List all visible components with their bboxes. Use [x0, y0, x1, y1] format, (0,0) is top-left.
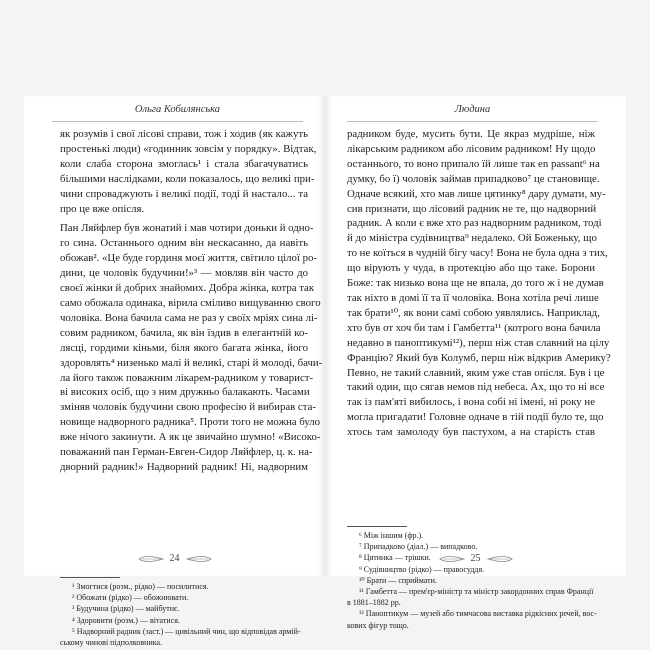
right-body-text: [347, 127, 611, 440]
text-line: своєї жінки й добрих знайомих. Добра жінка, котра так: [60, 282, 315, 295]
text-line: Боже: так низько вона ще не впала, до того ж і не думав: [347, 277, 604, 290]
footnote: ⁵ Надворний радник (заст.) — цивільний чин, що відповідав армій-: [72, 626, 301, 636]
footnote-rule: [347, 526, 407, 527]
text-line: коли слаба сторона змоглась¹ і стала збагачуватись: [60, 157, 308, 170]
text-line: вже нічого закинути. А як це звичайно шумно! «Високо-: [60, 431, 321, 444]
text-line: совим радником, бачила, як він їздив в елегантній ко-: [60, 326, 308, 339]
text-line: думку, бо ї) чоловік займав припадково⁷ це становище.: [347, 172, 600, 185]
text-line: само обожала одинака, вірила сміливо вищуванню свого: [60, 296, 321, 309]
right-page: [325, 96, 626, 630]
text-line: більшими наслідками, коли показалось, що великі при-: [60, 172, 315, 185]
text-line: поважаний пан Герман-Евген-Сидор Ляйфлер, ц. к. на-: [60, 446, 313, 459]
text-line: го сина. Останнього одним він нескасанно, да навіть: [60, 237, 308, 250]
right-ornament-icon: [487, 554, 513, 564]
footnote: ¹⁰ Брати — сприймати.: [359, 575, 437, 585]
text-line: новище надворного радника⁵. Проти того не можна було: [60, 416, 321, 429]
left-footnotes: [60, 577, 308, 648]
footnote: ¹² Паноптикум — музей або тимчасова виставка рідкісних речей, вос-: [359, 609, 597, 619]
text-line: здоровлять⁴ низенько малі й великі, старі й молоді, бачи-: [60, 356, 323, 369]
text-line: недавно в паноптикумі¹²), перш ніж став славний на цілу: [347, 336, 610, 349]
left-ornament-icon: [138, 554, 164, 564]
footnote: ⁴ Здоровити (розм.) — вітатися.: [72, 615, 180, 625]
text-line: дини, це чоловік будучини!»³ — мовляв він часто до: [60, 267, 308, 280]
left-page-number: 24: [169, 553, 180, 564]
footnote: ³ Будучина (рідко) — майбутнє.: [72, 604, 180, 614]
text-line: як розумів і свої лісові справи, тож і ходив (як кажуть: [60, 128, 308, 140]
text-line: чоловіка. Вона бачила сама не раз у своїх мріях сина лі-: [60, 311, 318, 324]
text-line: сив признати, що лісовий радник не те, що надворний: [347, 202, 597, 215]
text-line: лікарським радником або лісовим радником! Ну щодо: [347, 142, 596, 155]
right-page-number: 25: [470, 553, 481, 564]
text-line: простенькі люди) «годинник зовсім у порядку». Відтак,: [60, 142, 317, 155]
right-running-head: Людина: [347, 104, 598, 122]
text-line: й до міністра судівництва⁹ недалеко. Ой Боженьку, що: [347, 232, 597, 245]
footnote: в 1881–1882 рр.: [347, 598, 401, 608]
text-line: радником буде, мусить бути. Це якраз мудріше, ніж: [347, 128, 595, 140]
footnote: ⁷ Припадково (діал.) — випадково.: [359, 542, 478, 552]
text-line: могла пригадати! Головне одначе в тій події було те, що: [347, 411, 604, 424]
text-line: чини спроваджують і великі події, тоді й настало... та: [60, 187, 308, 200]
footnote-rule: [60, 577, 120, 578]
right-footnotes: [347, 526, 602, 631]
text-line: такий один, що сягав немов під небеса. Ах, що то ні все: [347, 381, 605, 394]
text-line: про це вже опісля.: [60, 202, 145, 215]
left-ornament-icon: [439, 554, 465, 564]
left-page-number-block: [24, 553, 325, 564]
footnote: кових фігур тощо.: [347, 620, 409, 630]
footnote: ському чиновi підполковника.: [60, 638, 163, 648]
text-line: Одначе всякий, хто мав лише цятинку⁸ дару думати, му-: [347, 187, 606, 200]
left-page: [24, 96, 325, 648]
text-line: ві високих осіб, що з ним дружньо балакають. Часами: [60, 386, 310, 399]
text-line: Францію? Який був Колумб, перш ніж відкрив Америку?: [347, 351, 611, 364]
right-page-number-block: [325, 553, 626, 564]
footnote: ¹ Змогтися (розм., рідко) — посилитися.: [72, 582, 209, 591]
text-line: хто був от хоч би там і Гамбетта¹¹ (котрого вона бачила: [347, 321, 601, 334]
text-line: дворний радник!» Надворний радник! Ні, надворним: [60, 460, 308, 473]
text-line: лясці, гордими кіньми, біля якого багата жінка, його: [60, 341, 308, 354]
right-ornament-icon: [186, 554, 212, 564]
footnote: ⁹ Судівництво (рідко) — правосуддя.: [359, 564, 485, 574]
footnote: ⁸ Цятинка — трішки.: [359, 553, 431, 563]
text-line: Пан Ляйфлер був жонатий і мав чотири доньки й одно-: [60, 222, 314, 235]
text-line: останнього, то воно припало їй лише так en passant⁶ на: [347, 157, 600, 170]
text-line: Певно, не такий славний, яким уже став опісля. Був і це: [347, 366, 605, 379]
left-body-text: [60, 127, 323, 475]
footnote: ⁶ Між іншим (фр.).: [359, 531, 424, 540]
text-line: обожав². «Це буде гординя моєї життя, світило цілої ро-: [60, 252, 317, 265]
left-running-head: Ольга Кобилянська: [52, 104, 303, 122]
text-line: так ніхто в домі її та її чоловіка. Вона хотіла речі лише: [347, 291, 599, 304]
footnote: ² Обожати (рідко) — обожнювати.: [72, 593, 189, 603]
text-line: ла його також поважним лікарем-радником у товарист-: [60, 371, 314, 384]
text-line: зміняв чоловік будучини свою професію й вибирав ста-: [60, 401, 316, 414]
text-line: так із пам'яті вибилось, і вона собі ні імені, ні року не: [347, 396, 595, 409]
text-line: то не коїться в чудній бігу часу! Вона не була одна з тих,: [347, 247, 608, 260]
text-line: що вірують у чуда, в протекцію або що таке. Борони: [347, 262, 595, 275]
text-line: так брати¹⁰, як вони самі собою уявлялись. Наприклад,: [347, 306, 600, 319]
footnote: ¹¹ Гамбетта — прем'єр-міністр та міністр закордонних справ Франції: [359, 587, 594, 597]
text-line: хтось там замолоду був пастухом, а на старість став: [347, 426, 595, 439]
text-line: радник. А коли є вже хто раз надворним радником, тоді: [347, 217, 602, 230]
